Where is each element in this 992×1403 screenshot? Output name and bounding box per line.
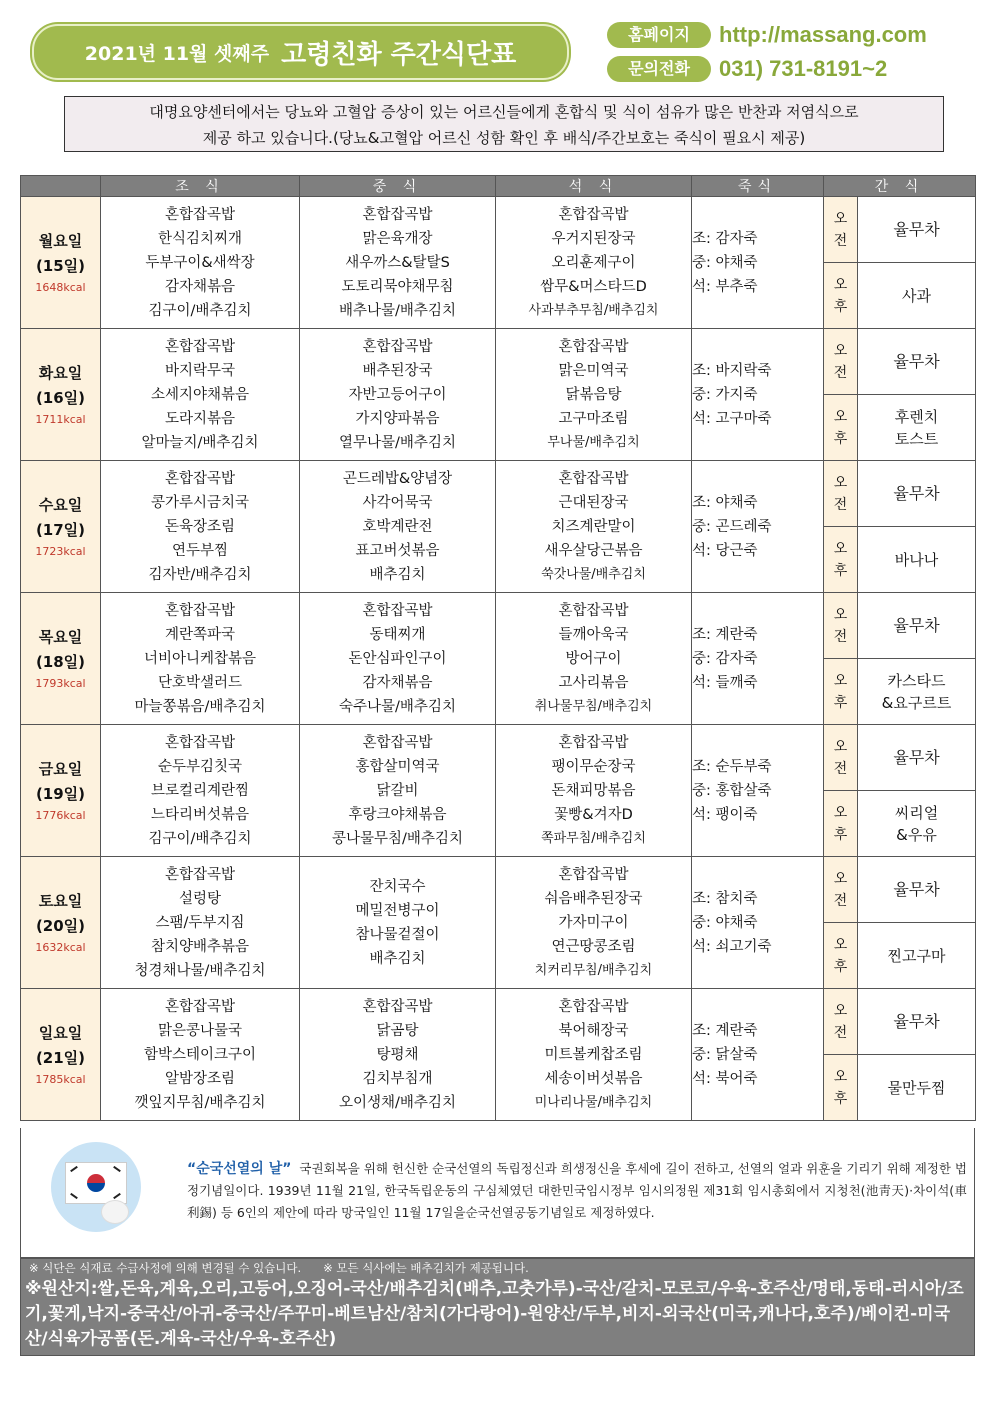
menu-item: 곤드레밥&양념장: [342, 470, 453, 487]
menu-item: 돈채피망볶음: [551, 782, 636, 799]
menu-item: 혼합잡곡밥: [558, 998, 629, 1015]
menu-item: 방어구이: [565, 650, 622, 667]
menu-item: 토스트: [894, 429, 939, 448]
flag-shape: [65, 1162, 127, 1204]
menu-item: 후: [833, 1090, 848, 1107]
menu-item: 중: 가지죽: [692, 386, 758, 403]
origin-info: ※원산지:쌀,돈육,계육,오리,고등어,오징어-국산/배추김치(배추,고춧가루)-국산/갈치-모로코/우육-호주산/명태,동태-러시아/조기,꽃게,낙지-중국산/아귀-중국산/주꾸미-베트남산/참치(가다랑어)-원양산/두부,비지-외국산(미국,캐나다,호주)/베이컨-미국산/식육가공품(돈.계육-국산/우육-호주산): [25, 1279, 964, 1349]
pm-label: [824, 659, 858, 725]
menu-item: 김자반/배추김치: [148, 566, 252, 583]
menu-item: 석: 북어죽: [692, 1070, 758, 1087]
footer-notes: [21, 1259, 974, 1277]
snack-am: [858, 593, 976, 659]
menu-item: 알마늘지/배추김치: [141, 434, 259, 451]
menu-item: 도토리묵야채무침: [341, 278, 454, 295]
menu-item: 가자미구이: [558, 914, 629, 931]
menu-item: 배추된장국: [362, 362, 433, 379]
menu-item: 후렌치: [894, 407, 939, 426]
breakfast-cell: [101, 593, 300, 725]
day-row: [21, 461, 976, 527]
menu-item: 혼합잡곡밥: [164, 866, 236, 883]
pm-label: [824, 263, 858, 329]
menu-item: 혼합잡곡밥: [558, 602, 629, 619]
day-cell: [21, 857, 101, 989]
menu-item: 율무차: [893, 483, 940, 503]
day-row: [21, 725, 976, 791]
menu-item: 혼합잡곡밥: [558, 734, 629, 751]
header-porridge: 죽식: [692, 176, 824, 197]
menu-item: 카스타드: [887, 671, 946, 690]
menu-item: 열무나물/배추김치: [339, 434, 456, 451]
day-date: (20일): [35, 916, 86, 935]
snack-am: [858, 725, 976, 791]
menu-item: 전: [833, 232, 848, 249]
phone-badge: 문의전화: [607, 56, 711, 82]
menu-item: 치즈계란말이: [551, 518, 636, 535]
lunch-cell: [300, 197, 496, 329]
day-date: (15일): [35, 256, 86, 275]
menu-item: 너비아니케찹볶음: [143, 650, 257, 667]
header-empty: [21, 176, 101, 197]
menu-item: 새우살당근볶음: [544, 542, 643, 559]
dinner-cell: [496, 857, 692, 989]
menu-item: 감자채볶음: [362, 674, 433, 691]
snack-am: [858, 461, 976, 527]
porridge-cell: [692, 857, 824, 989]
menu-item: 탕평채: [376, 1046, 419, 1063]
menu-item: 오: [833, 1068, 848, 1085]
dinner-cell: [496, 593, 692, 725]
menu-item: 율무차: [893, 747, 940, 767]
memorial-title: “순국선열의 날”: [187, 1161, 292, 1177]
taeguk-symbol: [87, 1174, 105, 1192]
menu-item: 청경채나물/배추김치: [134, 962, 266, 979]
am-label: [824, 197, 858, 263]
menu-item: 율무차: [893, 879, 940, 899]
menu-item: 사각어묵국: [362, 494, 433, 511]
menu-item: 김구이/배추김치: [148, 830, 252, 847]
menu-item: 배추나물/배추김치: [339, 302, 456, 319]
menu-item: 전: [833, 760, 848, 777]
day-kcal: 1785kcal: [35, 1072, 86, 1086]
snack-am: [858, 989, 976, 1055]
menu-item: 율무차: [893, 219, 940, 239]
menu-item: 돈안심파인구이: [348, 650, 447, 667]
menu-item: 석: 부추죽: [692, 278, 758, 295]
day-date: (17일): [35, 520, 86, 539]
menu-item: 조: 순두부죽: [692, 758, 772, 775]
menu-item: 꽃빵&겨자D: [554, 806, 633, 823]
menu-item: 혼합잡곡밥: [558, 338, 629, 355]
menu-item: 들깨아욱국: [558, 626, 629, 643]
menu-item: 중: 홍합살죽: [692, 782, 772, 799]
menu-item: 중: 곤드레죽: [692, 518, 772, 535]
day-cell: [21, 329, 101, 461]
menu-item: 계란쪽파국: [164, 626, 236, 643]
pm-label: [824, 791, 858, 857]
menu-item: 홍합살미역국: [355, 758, 440, 775]
day-date: (16일): [35, 388, 86, 407]
menu-item: 오이생채/배추김치: [339, 1094, 456, 1111]
menu-item: 고사리볶음: [558, 674, 629, 691]
memorial-text: [187, 1158, 967, 1224]
menu-item: 소세지야채볶음: [150, 386, 250, 403]
menu-item: 닭곰탕: [376, 1022, 419, 1039]
breakfast-cell: [101, 725, 300, 857]
snack-pm: [858, 659, 976, 725]
snack-am: [858, 197, 976, 263]
menu-item: 조: 바지락죽: [692, 362, 772, 379]
menu-item: 바나나: [894, 550, 939, 569]
menu-item: 가지양파볶음: [355, 410, 440, 427]
menu-item: 오: [833, 342, 848, 359]
menu-item: 혼합잡곡밥: [164, 998, 236, 1015]
homepage-link[interactable]: http://massang.com: [719, 22, 927, 47]
footer-note-1: ※ 식단은 식재료 수급사정에 의해 변경될 수 있습니다.: [29, 1261, 302, 1275]
menu-item: 도라지볶음: [164, 410, 236, 427]
menu-item: 오리훈제구이: [551, 254, 636, 271]
menu-item: 근대된장국: [558, 494, 629, 511]
menu-item: 숙주나물/배추김치: [339, 698, 456, 715]
menu-item: 중: 야채죽: [692, 254, 758, 271]
menu-item: 조: 야채죽: [692, 494, 758, 511]
menu-item: 물만두찜: [887, 1078, 946, 1097]
porridge-cell: [692, 461, 824, 593]
menu-item: 전: [833, 496, 848, 513]
menu-item: 닭볶음탕: [565, 386, 622, 403]
memorial-box: [20, 1128, 975, 1258]
day-cell: [21, 725, 101, 857]
notice-line-1: 대명요양센터에서는 당뇨와 고혈압 증상이 있는 어르신들에게 혼합식 및 식이 섬유가 많은 반찬과 저염식으로: [149, 103, 859, 121]
dinner-cell: [496, 725, 692, 857]
lunch-cell: [300, 329, 496, 461]
homepage-badge: 홈페이지: [607, 22, 711, 48]
dinner-cell: [496, 329, 692, 461]
pm-label: [824, 395, 858, 461]
day-cell: [21, 989, 101, 1121]
menu-item: 맑은콩나물국: [157, 1022, 243, 1039]
menu-item: 혼합잡곡밥: [362, 602, 433, 619]
menu-item: 순두부김칫국: [157, 758, 243, 775]
homepage-row: [607, 22, 927, 48]
footer: [20, 1258, 975, 1356]
menu-item: 사과부추무침/배추김치: [528, 302, 659, 318]
korean-flag-icon: [51, 1142, 141, 1232]
lunch-cell: [300, 989, 496, 1121]
day-date: (18일): [35, 652, 86, 671]
snack-am: [858, 857, 976, 923]
menu-item: 잔치국수: [369, 878, 426, 895]
snack-pm: [858, 1055, 976, 1121]
menu-item: 혼합잡곡밥: [164, 470, 236, 487]
menu-item: 후: [833, 562, 848, 579]
menu-item: 율무차: [893, 615, 940, 635]
day-row: [21, 329, 976, 395]
dinner-cell: [496, 461, 692, 593]
title-week: 2021년 11월 셋째주: [84, 42, 270, 65]
phone-number: 031) 731-8191~2: [719, 56, 888, 81]
day-kcal: 1648kcal: [35, 280, 86, 294]
day-kcal: 1776kcal: [35, 808, 86, 822]
menu-item: 마늘쫑볶음/배추김치: [134, 698, 266, 715]
white-chrysanthemum-icon: [101, 1200, 129, 1224]
porridge-cell: [692, 329, 824, 461]
menu-item: 조: 계란죽: [692, 1022, 758, 1039]
menu-item: 호박계란전: [362, 518, 433, 535]
menu-item: 혼합잡곡밥: [362, 734, 433, 751]
porridge-cell: [692, 989, 824, 1121]
menu-item: 오: [833, 804, 848, 821]
menu-item: 감자채볶음: [164, 278, 236, 295]
day-row: [21, 857, 976, 923]
day-name: 목요일: [38, 627, 83, 646]
menu-item: 혼합잡곡밥: [164, 206, 236, 223]
menu-item: 느타리버섯볶음: [150, 806, 250, 823]
day-date: (21일): [35, 1048, 86, 1067]
menu-item: 석: 고구마죽: [692, 410, 772, 427]
breakfast-cell: [101, 461, 300, 593]
title-main: 고령친화 주간식단표: [281, 39, 517, 70]
am-label: [824, 725, 858, 791]
menu-item: 혼합잡곡밥: [362, 338, 433, 355]
menu-item: 전: [833, 892, 848, 909]
dinner-cell: [496, 197, 692, 329]
menu-item: 미트볼케찹조림: [544, 1046, 643, 1063]
menu-item: 깻잎지무침/배추김치: [134, 1094, 266, 1111]
menu-item: 석: 들깨죽: [692, 674, 758, 691]
menu-item: 미나리나물/배추김치: [534, 1094, 653, 1110]
menu-item: 오: [833, 408, 848, 425]
header-breakfast: 조 식: [101, 176, 300, 197]
header-snack: 간 식: [824, 176, 976, 197]
menu-item: 후: [833, 694, 848, 711]
menu-item: 오: [833, 870, 848, 887]
menu-item: 석: 팽이죽: [692, 806, 758, 823]
menu-item: 사과: [902, 286, 931, 305]
memorial-body: 국권회복을 위해 헌신한 순국선열의 독립정신과 희생정신을 후세에 길이 전하고, 선열의 얼과 위훈을 기리기 위해 제정한 법정기념일이다. 1939년 11월 21일, 한국독립운동의 구심체였던 대한민국임시정부 임시의정원 제31회 임시총회에서 지청천(池靑天)·차이석(車利錫) 등 6인의 제안에 따라 망국일인 11월 17일을순국선열공동기념일로 제정하였다.: [187, 1161, 967, 1220]
menu-item: 중: 닭살죽: [692, 1046, 758, 1063]
menu-item: 팽이무순장국: [551, 758, 636, 775]
header-lunch: 중 식: [300, 176, 496, 197]
am-label: [824, 857, 858, 923]
menu-item: 참나물겉절이: [355, 926, 440, 943]
menu-item: 혼합잡곡밥: [164, 602, 236, 619]
menu-item: 후: [833, 958, 848, 975]
menu-item: 콩나물무침/배추김치: [332, 830, 463, 847]
menu-item: 오: [833, 540, 848, 557]
menu-item: 혼합잡곡밥: [558, 866, 629, 883]
menu-item: 동태찌개: [369, 626, 426, 643]
menu-item: 닭갈비: [376, 782, 419, 799]
menu-item: 메밀전병구이: [355, 902, 440, 919]
menu-item: 혼합잡곡밥: [164, 338, 236, 355]
menu-item: 혼합잡곡밥: [362, 206, 433, 223]
menu-item: 후: [833, 298, 848, 315]
menu-item: 석: 당근죽: [692, 542, 758, 559]
menu-item: 한식김치찌개: [157, 230, 243, 247]
menu-item: 후: [833, 826, 848, 843]
breakfast-cell: [101, 329, 300, 461]
menu-item: 세송이버섯볶음: [544, 1070, 643, 1087]
menu-item: 콩가루시금치국: [150, 494, 250, 511]
day-kcal: 1723kcal: [35, 544, 86, 558]
menu-item: 김치부침개: [362, 1070, 433, 1087]
menu-item: 조: 계란죽: [692, 626, 758, 643]
menu-item: 오: [833, 936, 848, 953]
menu-item: 배추김치: [369, 566, 426, 583]
menu-item: 김구이/배추김치: [148, 302, 252, 319]
menu-item: 함박스테이크구이: [143, 1046, 257, 1063]
day-row: [21, 197, 976, 263]
menu-item: 숴음배추된장국: [544, 890, 643, 907]
menu-item: 무나물/배추김치: [547, 434, 640, 450]
snack-pm: [858, 791, 976, 857]
pm-label: [824, 1055, 858, 1121]
snack-pm: [858, 263, 976, 329]
menu-item: 오: [833, 474, 848, 491]
snack-am: [858, 329, 976, 395]
menu-item: 오: [833, 1002, 848, 1019]
lunch-cell: [300, 461, 496, 593]
menu-item: 조: 감자죽: [692, 230, 758, 247]
menu-item: 혼합잡곡밥: [558, 206, 629, 223]
menu-item: 후랑크야채볶음: [348, 806, 447, 823]
lunch-cell: [300, 857, 496, 989]
menu-item: 후: [833, 430, 848, 447]
menu-item: &요구르트: [881, 693, 952, 712]
day-name: 수요일: [38, 495, 83, 514]
menu-item: &우유: [896, 825, 937, 844]
menu-item: 오: [833, 276, 848, 293]
snack-pm: [858, 527, 976, 593]
menu-item: 돈육장조림: [164, 518, 236, 535]
menu-item: 연두부찜: [171, 542, 229, 559]
menu-item: 율무차: [893, 351, 940, 371]
menu-item: 찐고구마: [887, 946, 946, 965]
menu-item: 혼합잡곡밥: [558, 470, 629, 487]
menu-item: 우거지된장국: [551, 230, 636, 247]
menu-item: 쑥갓나물/배추김치: [541, 566, 646, 582]
day-date: (19일): [35, 784, 86, 803]
day-kcal: 1793kcal: [35, 676, 86, 690]
day-cell: [21, 461, 101, 593]
menu-item: 두부구이&새싹장: [145, 254, 255, 271]
menu-item: 씨리얼: [894, 803, 939, 822]
menu-item: 단호박샐러드: [157, 674, 243, 691]
menu-item: 율무차: [893, 1011, 940, 1031]
porridge-cell: [692, 725, 824, 857]
weekly-menu-table: [20, 175, 976, 1121]
day-name: 일요일: [38, 1023, 83, 1042]
menu-item: 오: [833, 210, 848, 227]
notice-line-2: 제공 하고 있습니다.(당뇨&고혈압 어르신 성함 확인 후 배식/주간보호는 죽식이 필요시 제공): [202, 129, 806, 147]
menu-item: 혼합잡곡밥: [362, 998, 433, 1015]
breakfast-cell: [101, 989, 300, 1121]
menu-item: 취나물무침/배추김치: [534, 698, 653, 714]
menu-item: 표고버섯볶음: [355, 542, 440, 559]
snack-pm: [858, 923, 976, 989]
menu-item: 전: [833, 364, 848, 381]
am-label: [824, 989, 858, 1055]
menu-item: 맑은미역국: [558, 362, 629, 379]
menu-item: 오: [833, 738, 848, 755]
lunch-cell: [300, 725, 496, 857]
pm-label: [824, 527, 858, 593]
menu-item: 오: [833, 606, 848, 623]
menu-item: 바지락무국: [164, 362, 236, 379]
day-cell: [21, 197, 101, 329]
menu-item: 치커리무침/배추김치: [534, 962, 653, 978]
menu-item: 쪽파무침/배추김치: [541, 830, 646, 846]
notice-box: [64, 96, 944, 152]
menu-item: 혼합잡곡밥: [164, 734, 236, 751]
day-kcal: 1711kcal: [35, 412, 86, 426]
lunch-cell: [300, 593, 496, 725]
breakfast-cell: [101, 857, 300, 989]
menu-item: 스팸/두부지짐: [155, 914, 245, 931]
menu-item: 알밤장조림: [164, 1070, 236, 1087]
phone-row: [607, 56, 887, 82]
am-label: [824, 329, 858, 395]
title-banner: [32, 24, 569, 80]
porridge-cell: [692, 593, 824, 725]
menu-item: 참치양배추볶음: [150, 938, 250, 955]
breakfast-cell: [101, 197, 300, 329]
menu-item: 배추김치: [369, 950, 426, 967]
menu-item: 고구마조림: [558, 410, 629, 427]
am-label: [824, 461, 858, 527]
menu-item: 쌈무&머스타드D: [540, 278, 647, 295]
am-label: [824, 593, 858, 659]
header-dinner: 석 식: [496, 176, 692, 197]
day-name: 금요일: [38, 759, 83, 778]
menu-item: 북어해장국: [558, 1022, 629, 1039]
menu-item: 연근땅콩조림: [551, 938, 636, 955]
day-kcal: 1632kcal: [35, 940, 86, 954]
day-name: 토요일: [38, 891, 83, 910]
day-row: [21, 593, 976, 659]
menu-item: 자반고등어구이: [348, 386, 447, 403]
footer-note-2: ※ 모든 식사에는 배추김치가 제공됩니다.: [323, 1261, 529, 1275]
table-header-row: [21, 176, 976, 197]
menu-item: 조: 참치죽: [692, 890, 758, 907]
menu-item: 설렁탕: [178, 890, 222, 907]
menu-item: 석: 쇠고기죽: [692, 938, 772, 955]
day-row: [21, 989, 976, 1055]
menu-item: 새우까스&탈탈S: [345, 254, 450, 271]
menu-item: 전: [833, 1024, 848, 1041]
menu-item: 맑은육개장: [362, 230, 433, 247]
pm-label: [824, 923, 858, 989]
day-cell: [21, 593, 101, 725]
day-name: 월요일: [38, 231, 83, 250]
menu-item: 중: 야채죽: [692, 914, 758, 931]
menu-item: 오: [833, 672, 848, 689]
menu-item: 전: [833, 628, 848, 645]
dinner-cell: [496, 989, 692, 1121]
menu-item: 브로컬리계란찜: [150, 782, 250, 799]
menu-item: 중: 감자죽: [692, 650, 758, 667]
snack-pm: [858, 395, 976, 461]
porridge-cell: [692, 197, 824, 329]
day-name: 화요일: [38, 363, 83, 382]
